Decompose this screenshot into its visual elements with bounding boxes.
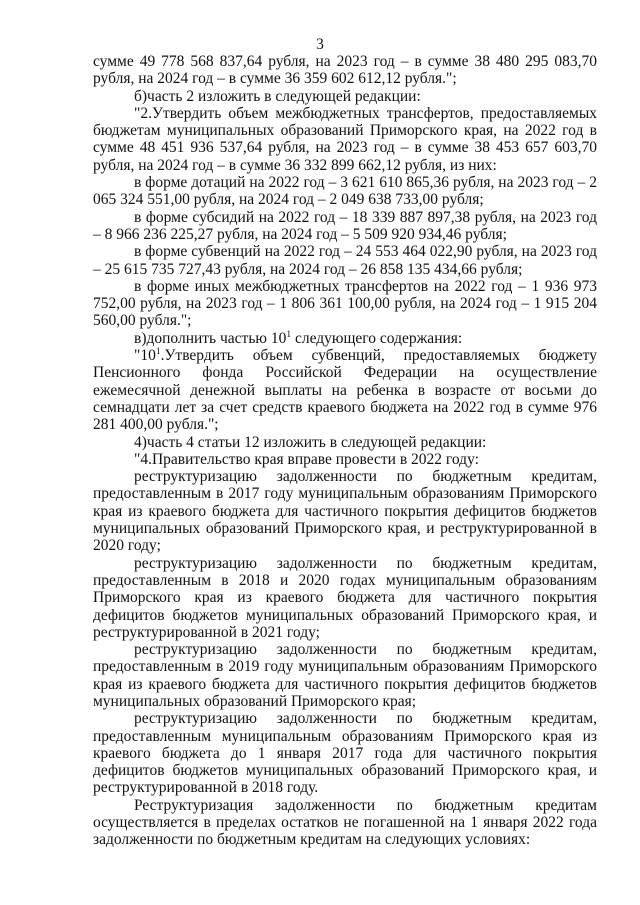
- item-v-superscript: 1: [286, 329, 292, 340]
- paragraph-other-transfers: в форме иных межбюджетных трансфертов на 2022 год – 1 936 973 752,00 рубля, на 2023 год – 1 806 361 100,00 рубля, на 2024 год – 1 915 204 560,00 рубля.";: [93, 277, 597, 330]
- item-v-text-start: в)дополнить частью 10: [134, 329, 287, 347]
- paragraph-part-10-1: [93, 347, 597, 433]
- part-10-1-superscript: 1: [155, 346, 161, 357]
- paragraph-dotations: в форме дотаций на 2022 год – 3 621 610 865,36 рубля, на 2023 год – 2 065 324 551,00 рубля, на 2024 год – 2 049 638 733,00 рубля;: [93, 174, 597, 209]
- paragraph-subsidies: в форме субсидий на 2022 год – 18 339 887 897,38 рубля, на 2023 год – 8 966 236 225,27 рубля, на 2024 год – 5 509 920 934,46 рубля;: [93, 208, 597, 243]
- paragraph-subventions: в форме субвенций на 2022 год – 24 553 464 022,90 рубля, на 2023 год – 25 615 735 727,43 рубля, на 2024 год – 26 858 135 434,66 рубля;: [93, 243, 597, 278]
- paragraph-restructuring-2019: реструктуризацию задолженности по бюджетным кредитам, предоставленным в 2019 году муниципальным образованиям Приморского края из краевого бюджета для частичного покрытия дефицитов бюджетов муниципальных образований Приморского края;: [93, 641, 597, 710]
- paragraph-restructuring-2017: реструктуризацию задолженности по бюджетным кредитам, предоставленным в 2017 году муниципальным образованиям Приморского края из краевого бюджета для частичного покрытия дефицитов бюджетов муниципальных образований Приморского края, и реструктурированной в 2020 году;: [93, 468, 597, 555]
- part-10-1-text-end: .Утвердить объем субвенций, предоставляемых бюджету Пенсионного фонда Российской Федерации на осуществление ежемесячной денежной выплаты на ребенка в возрасте от восьми до семнадцати лет за счет средств краевого бюджета на 2022 год в сумме 976 281 400,00 рубля.";: [93, 347, 597, 434]
- paragraph-part-4-intro: "4.Правительство края вправе провести в 2022 году:: [134, 450, 479, 468]
- paragraph-item-4: 4)часть 4 статьи 12 изложить в следующей редакции:: [134, 433, 487, 451]
- page-number: 3: [316, 36, 324, 53]
- paragraph-restructuring-conditions: Реструктуризация задолженности по бюджетным кредитам осуществляется в пределах остатков не погашенной на 1 января 2022 года задолженности по бюджетным кредитам на следующих условиях:: [93, 796, 597, 849]
- paragraph-restructuring-2018-2020: реструктуризацию задолженности по бюджетным кредитам, предоставленным в 2018 и 2020 годах муниципальным образованиям Приморского края из краевого бюджета для частичного покрытия дефицитов бюджетов муниципальных образований Приморского края, и реструктурированной в 2021 году;: [93, 554, 597, 641]
- paragraph-item-v: [93, 330, 597, 347]
- paragraph-continuation: сумме 49 778 568 837,64 рубля, на 2023 год – в сумме 38 480 295 083,70 рубля, на 2024 год – в сумме 36 359 602 612,12 рубля.";: [93, 53, 597, 88]
- paragraph-part-2-text: "2.Утвердить объем межбюджетных трансфертов, предоставляемых бюджетам муниципальных образований Приморского края, на 2022 год в сумме 48 451 936 537,64 рубля, на 2023 год – в сумме 38 453 657 603,70 рубля, на 2024 год – в сумме 36 332 899 662,12 рубля, из них:: [93, 104, 597, 174]
- item-v-text-end: следующего содержания:: [291, 329, 463, 347]
- paragraph-item-b: б)часть 2 изложить в следующей редакции:: [134, 87, 421, 105]
- part-10-1-text-start: "10: [134, 347, 156, 365]
- paragraph-restructuring-before-2017: реструктуризацию задолженности по бюджетным кредитам, предоставленным муниципальным образованиям Приморского края из краевого бюджета до 1 января 2017 года для частичного покрытия дефицитов бюджетов муниципальных образований Приморского края, и реструктурированной в 2018 году.: [93, 710, 597, 797]
- document-body: [93, 53, 597, 849]
